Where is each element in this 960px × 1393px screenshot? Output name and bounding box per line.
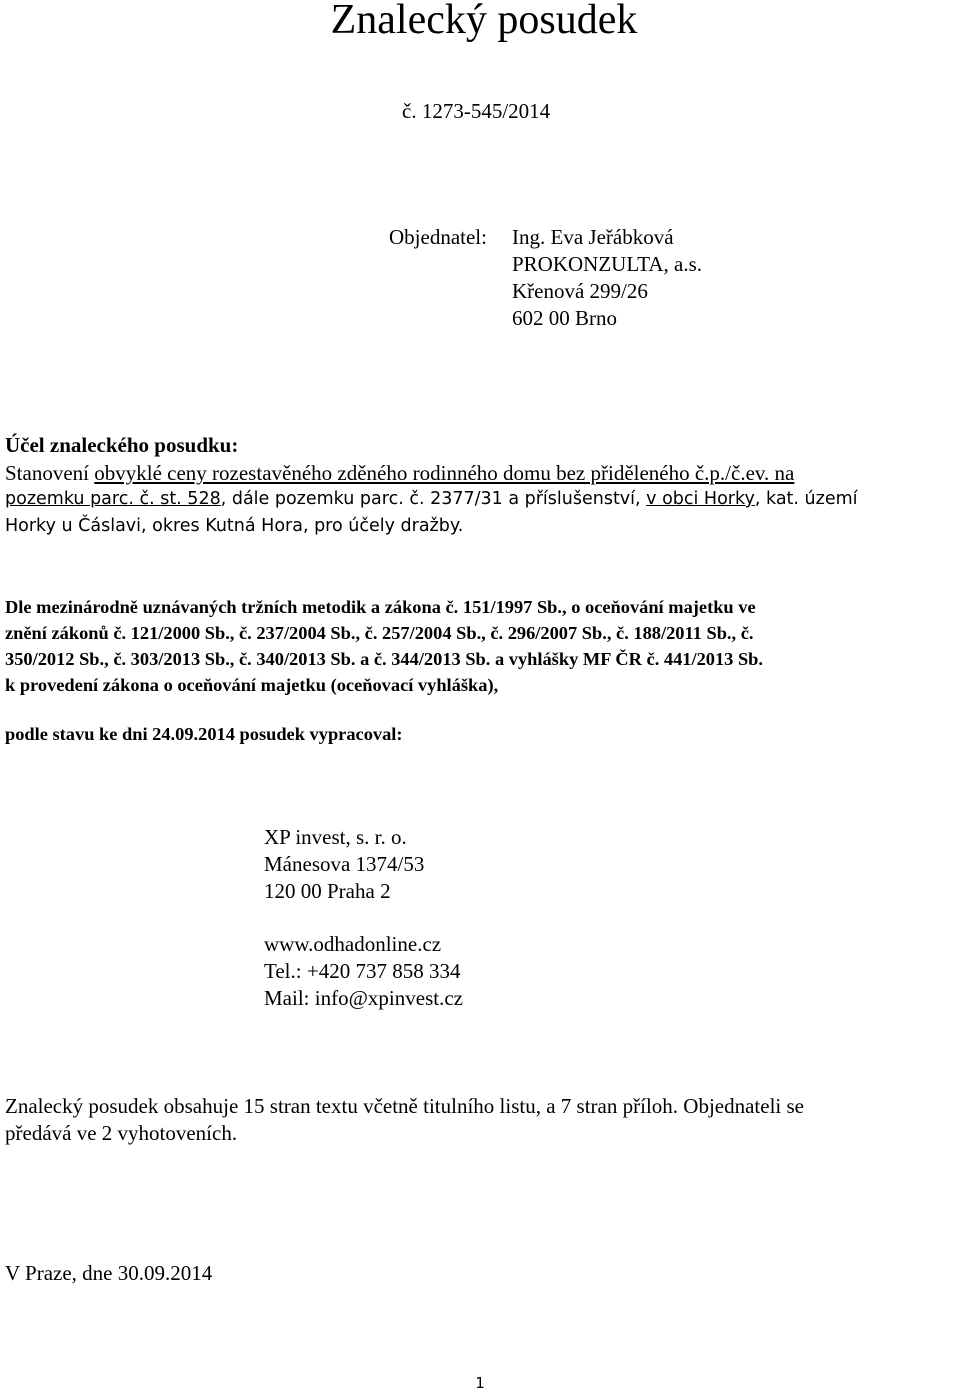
expert-web: www.odhadonline.cz [264, 932, 442, 956]
legal-line-2: znění zákonů č. 121/2000 Sb., č. 237/2004 Sb., č. 257/2004 Sb., č. 296/2007 Sb., č. 188/2011 Sb., č. [5, 623, 754, 643]
orderer-name: Ing. Eva Jeřábková [512, 225, 674, 249]
expert-mail: Mail: info@xpinvest.cz [264, 986, 463, 1010]
orderer-label: Objednatel: [389, 225, 487, 249]
parcel-text: pozemku parc. č. st. 528 [5, 489, 221, 509]
expert-company: XP invest, s. r. o. [264, 825, 407, 849]
expert-phone: Tel.: +420 737 858 334 [264, 959, 461, 983]
orderer-city: 602 00 Brno [512, 306, 617, 330]
legal-line-3: 350/2012 Sb., č. 303/2013 Sb., č. 340/2013 Sb. a č. 344/2013 Sb. a vyhlášky MF ČR č. 441/2013 Sb. [5, 649, 764, 669]
purpose-text: Stanovení [5, 461, 95, 485]
closing-line-1: Znalecký posudek obsahuje 15 stran textu včetně titulního listu, a 7 stran příloh. Objednateli se [5, 1094, 804, 1118]
place-and-date: V Praze, dne 30.09.2014 [5, 1261, 213, 1285]
orderer-company: PROKONZULTA, a.s. [512, 252, 703, 276]
legal-line-4: k provedení zákona o oceňování majetku (oceňovací vyhláška), [5, 675, 499, 695]
purpose-line-1 [5, 461, 794, 486]
expert-city: 120 00 Praha 2 [264, 879, 391, 903]
purpose-underlined-text: obvyklé ceny rozestavěného zděného rodinného domu bez přiděleného č.p./č.ev. na [94, 461, 795, 485]
municipality-text: v obci Horky [646, 489, 755, 509]
document-title: Znalecký posudek [330, 0, 638, 43]
parcel-text-2: , dále pozemku parc. č. 2377/31 a příslušenství, [220, 489, 647, 509]
purpose-line-2 [5, 489, 858, 509]
orderer-street: Křenová 299/26 [512, 279, 648, 303]
purpose-line-3: Horky u Čáslavi, okres Kutná Hora, pro účely dražby. [5, 516, 464, 536]
legal-line-1: Dle mezinárodně uznávaných tržních metodik a zákona č. 151/1997 Sb., o oceňování majetku ve [5, 597, 756, 617]
valuation-date-line: podle stavu ke dni 24.09.2014 posudek vypracoval: [5, 724, 403, 744]
reference-number: č. 1273-545/2014 [402, 99, 551, 123]
expert-street: Mánesova 1374/53 [264, 852, 425, 876]
purpose-heading: Účel znaleckého posudku: [5, 433, 239, 457]
cadastre-text: , kat. území [754, 489, 858, 509]
closing-line-2: předává ve 2 vyhotoveních. [5, 1121, 238, 1145]
page-number: 1 [475, 1374, 485, 1392]
